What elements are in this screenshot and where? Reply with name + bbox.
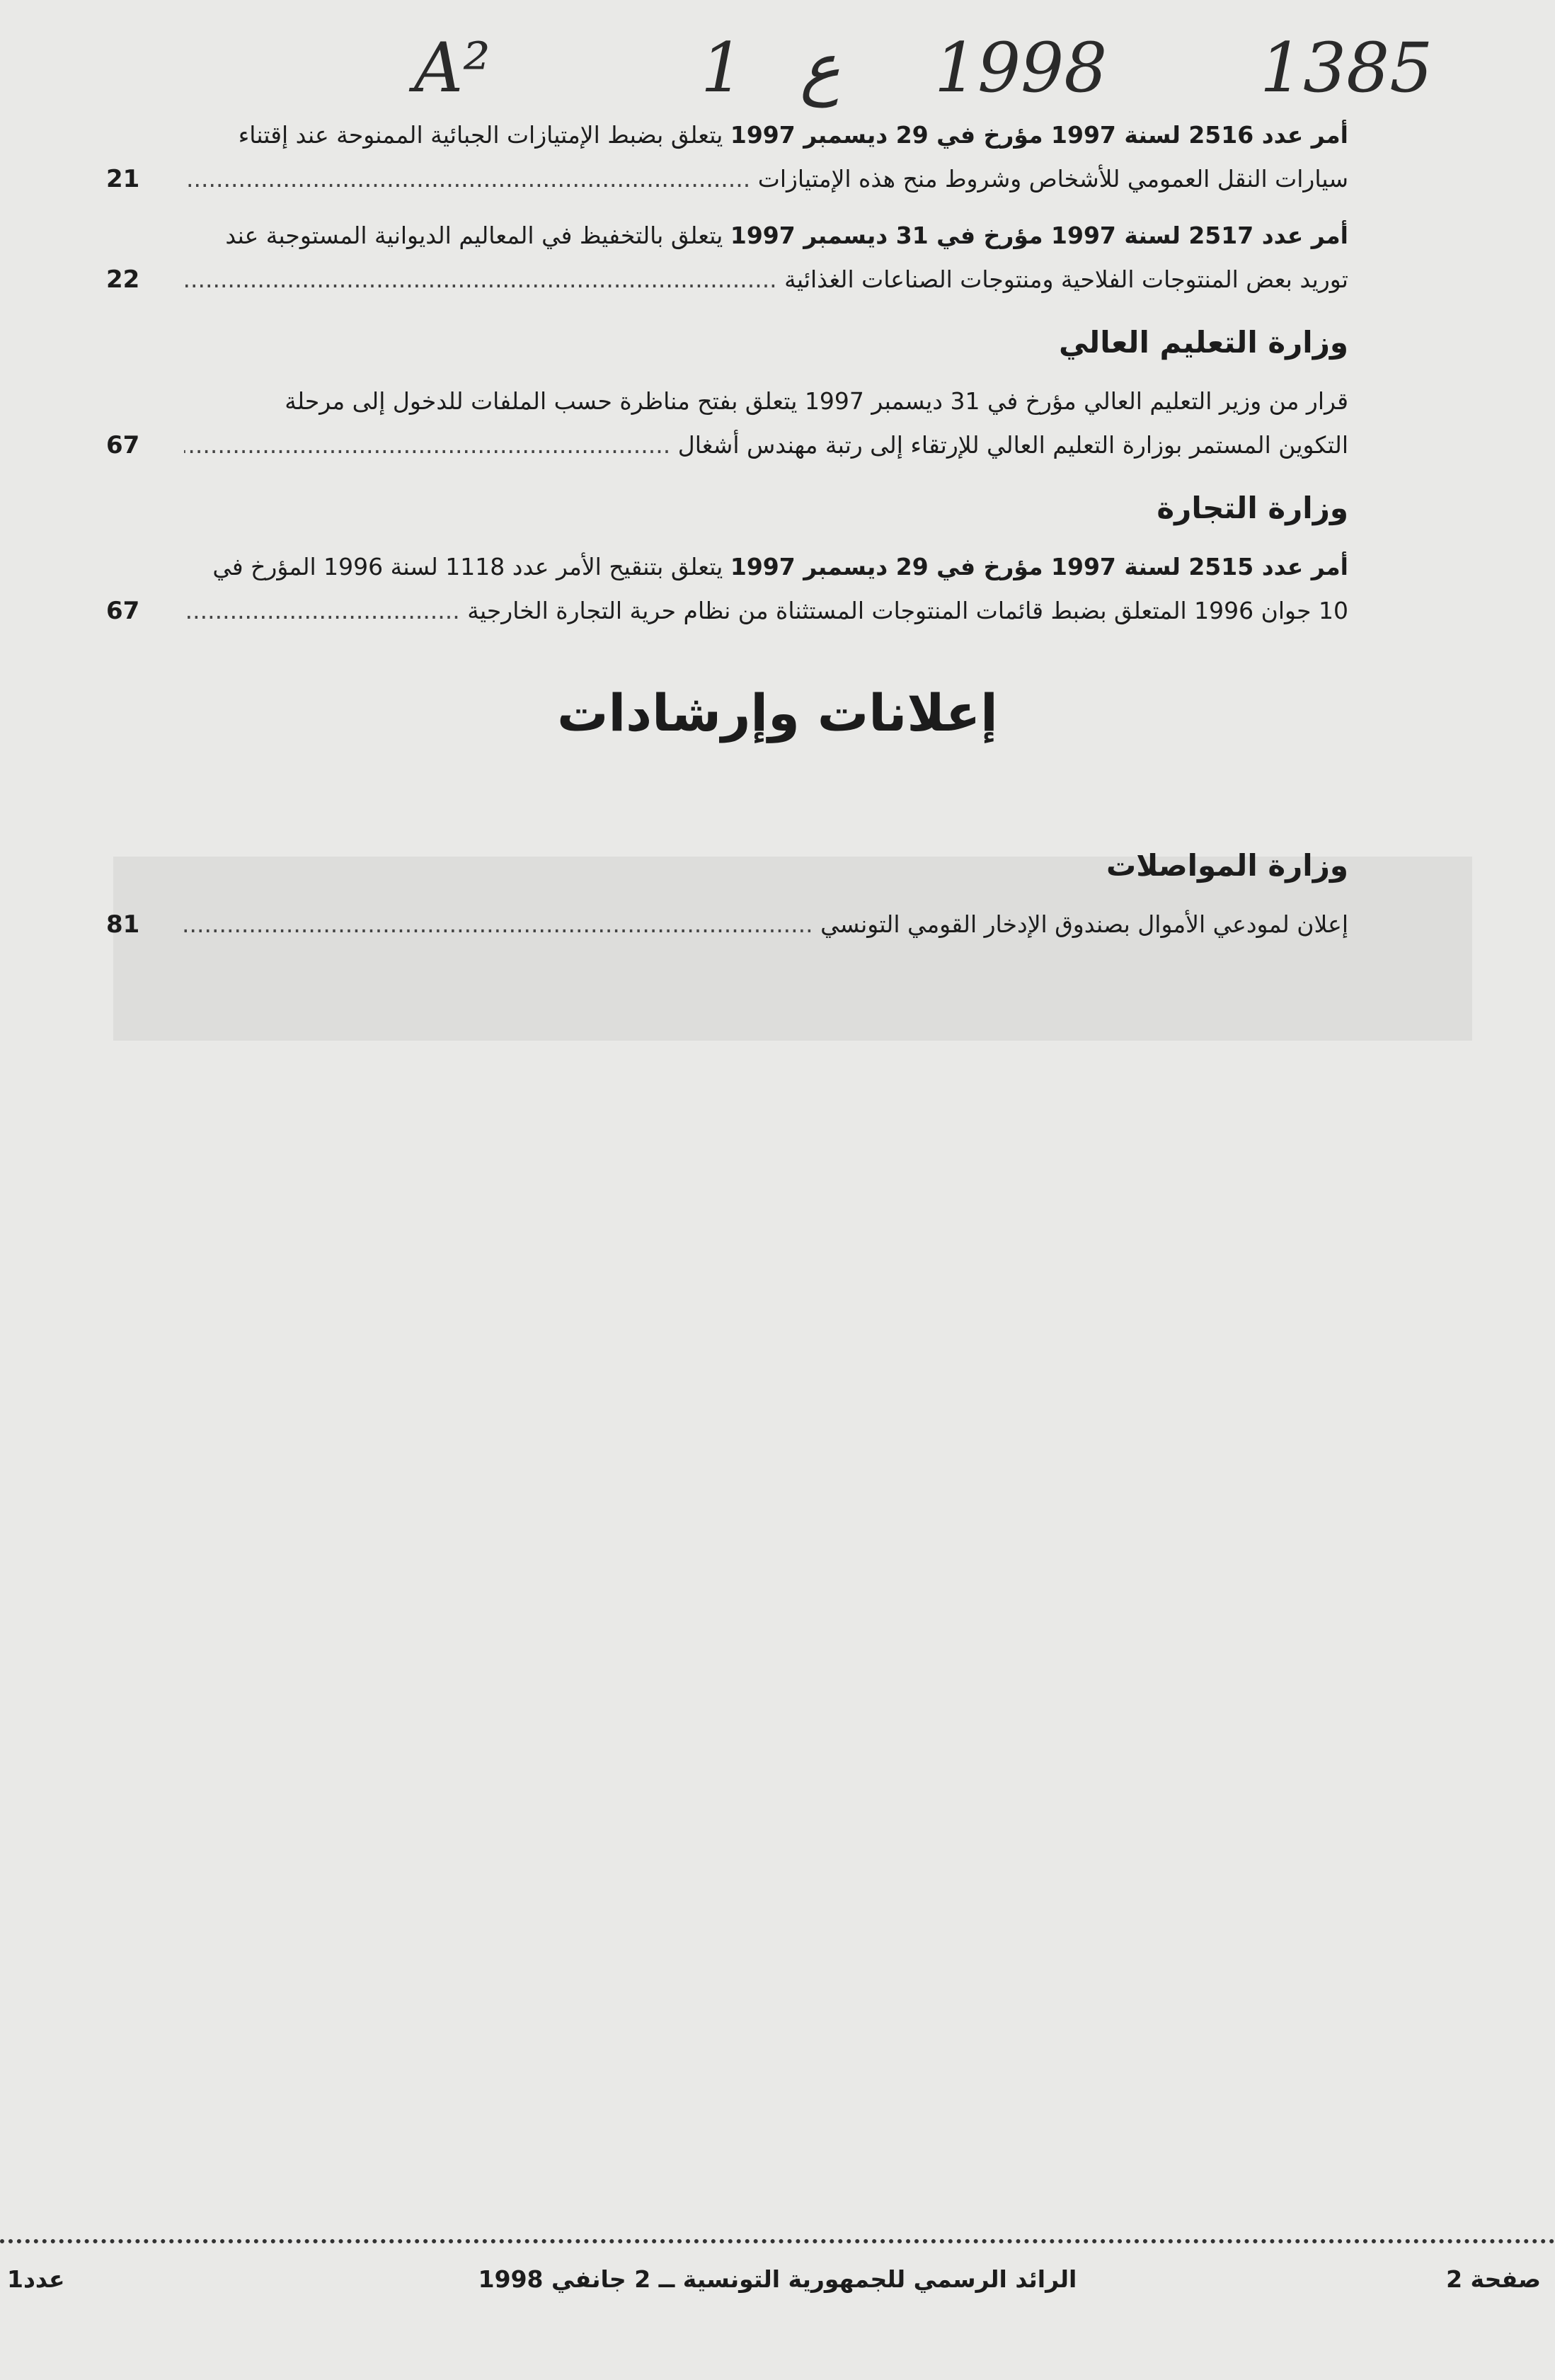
entry-text: قرار من وزير التعليم العالي مؤرخ في 31 ديسمبر 1997 يتعلق بفتح مناظرة حسب الملفات للدخول إلى مرحلة [285,387,1348,415]
entry-text: التكوين المستمر بوزارة التعليم العالي للإرتقاء إلى رتبة مهندس أشغال [677,431,1348,459]
publication-title: الرائد الرسمي للجمهورية التونسية ــ 2 جانفي 1998 [478,2265,1077,2293]
entry-text: إعلان لمودعي الأموال بصندوق الإدخار القومي التونسي [820,910,1348,938]
entry-text: يتعلق بالتخفيظ في المعاليم الديوانية المستوجبة عند [225,222,730,249]
ministry-heading-communications: وزارة المواصلات [1106,848,1348,883]
entry-heading: أمر عدد 2516 لسنة 1997 مؤرخ في 29 ديسمبر 1997 [730,121,1348,149]
entry-heading: أمر عدد 2517 لسنة 1997 مؤرخ في 31 ديسمبر 1997 [730,222,1348,249]
toc-entry[interactable] [106,545,1348,633]
ministry-heading-higher-education: وزارة التعليم العالي [1058,325,1348,360]
entry-text: يتعلق بتنقيح الأمر عدد 1118 لسنة 1996 المؤرخ في [212,553,730,580]
handwritten-code: A² [414,28,490,108]
footer-divider [0,2239,1555,2243]
page-number: 22 [106,265,140,294]
ministry-heading-commerce: وزارة التجارة [1157,491,1348,525]
handwritten-digit: 1 [701,28,745,108]
page-footer [0,2265,1555,2308]
handwritten-letter: ع [800,28,841,108]
issue-number: عدد1 [7,2265,65,2293]
toc-entry[interactable] [106,379,1348,467]
toc-entry[interactable] [106,113,1348,201]
table-of-contents [106,113,1348,646]
section-title-announcements: إعلانات وإرشادات [557,683,998,743]
entry-text: توريد بعض المنتوجات الفلاحية ومنتوجات الصناعات الغذائية [784,265,1348,293]
toc-entry[interactable] [106,903,1348,946]
page-label: صفحة 2 [1446,2265,1541,2293]
handwritten-year: 1998 [934,28,1108,108]
entry-heading: أمر عدد 2515 لسنة 1997 مؤرخ في 29 ديسمبر 1997 [730,553,1348,580]
page-number: 81 [106,910,140,939]
page-number: 21 [106,165,140,193]
page-number: 67 [106,431,140,459]
entry-text: سيارات النقل العمومي للأشخاص وشروط منح هذه الإمتيازات [757,165,1348,193]
announcements-list [106,825,1348,959]
handwritten-annotations [0,21,1555,113]
page-number: 67 [106,597,140,625]
entry-text: 10 جوان 1996 المتعلق بضبط قائمات المنتوجات المستثناة من نظام حرية التجارة الخارجية [467,597,1348,624]
entry-text: يتعلق بضبط الإمتيازات الجبائية الممنوحة عند إقتناء [238,121,730,149]
toc-entry[interactable] [106,214,1348,302]
handwritten-number: 1385 [1260,28,1433,108]
